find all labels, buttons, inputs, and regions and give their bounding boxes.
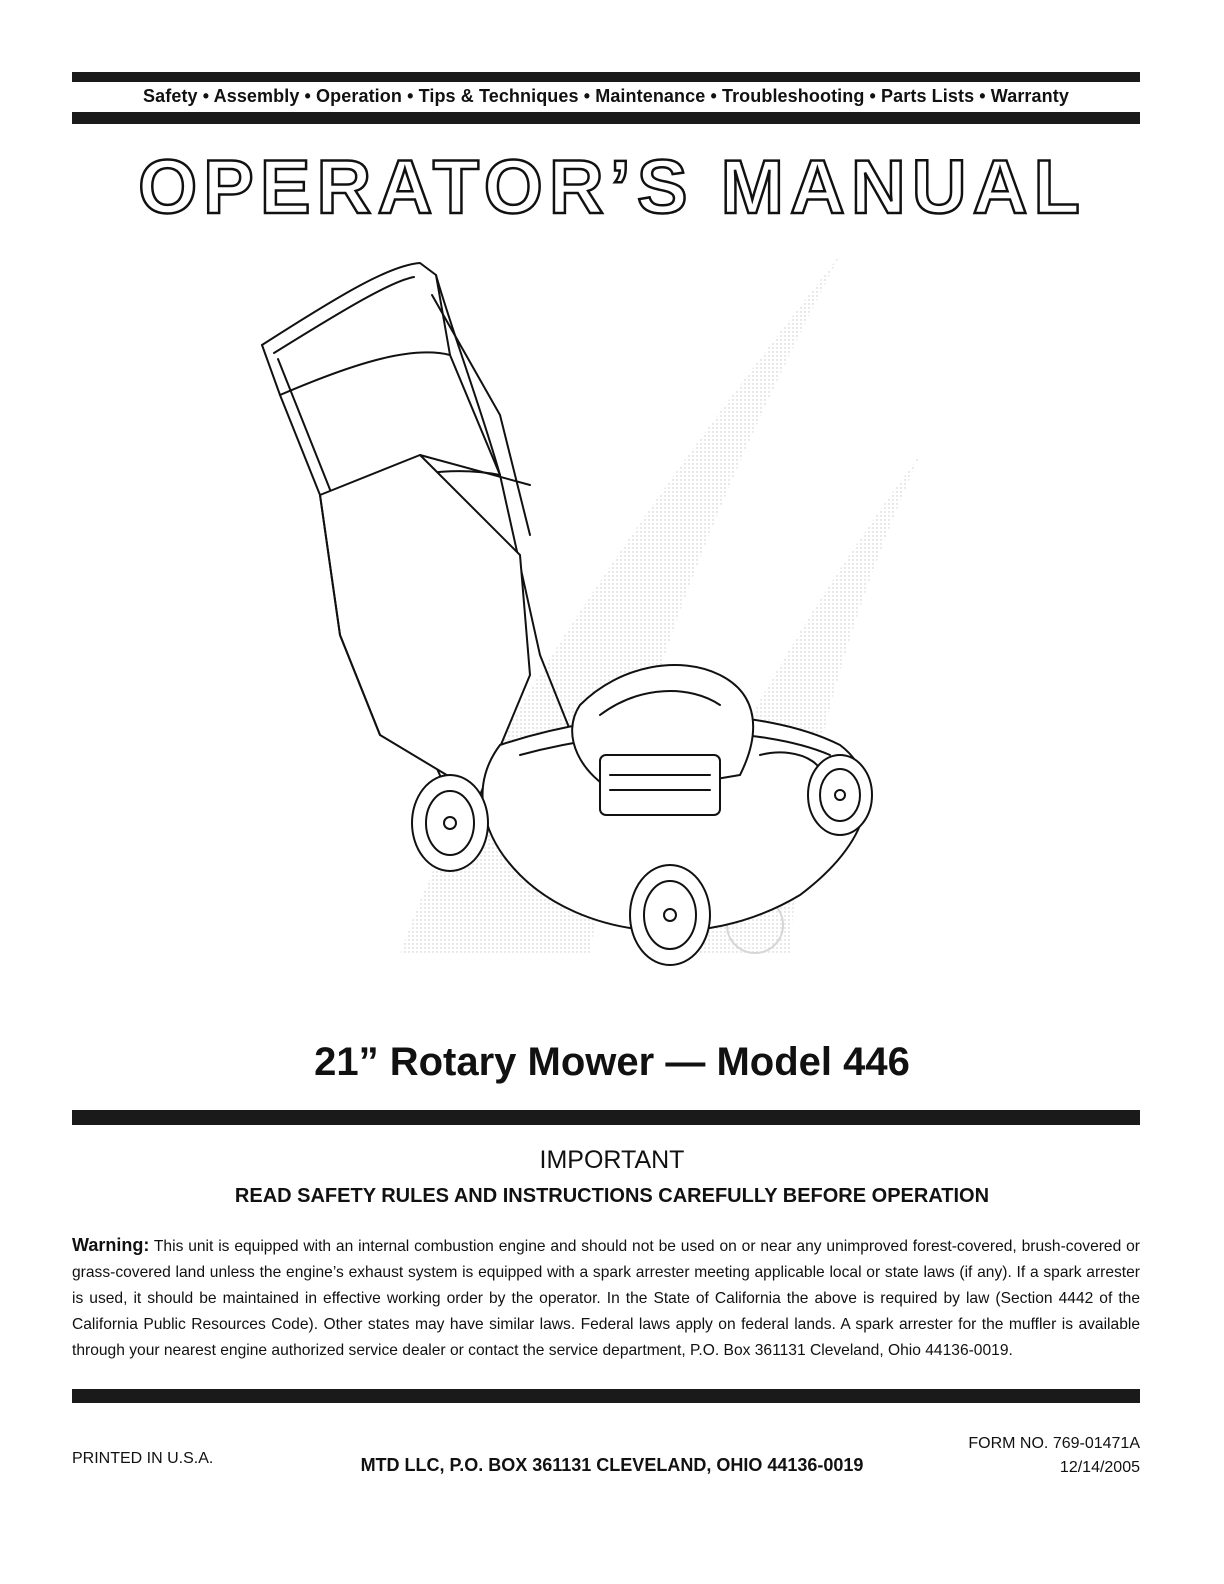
lawn-mower-illustration (200, 235, 1020, 1015)
form-date: 12/14/2005 (1059, 1459, 1140, 1476)
divider-bottom (72, 1389, 1140, 1403)
form-info (968, 1432, 1140, 1480)
rear-left-wheel (412, 775, 488, 871)
top-rule-lower (72, 112, 1140, 124)
form-number: FORM NO. 769-01471A (968, 1435, 1140, 1452)
divider-middle (72, 1110, 1140, 1125)
page-title: OPERATOR’S MANUAL (138, 145, 1086, 230)
front-right-wheel (808, 755, 872, 835)
printed-in-usa: PRINTED IN U.S.A. (72, 1450, 214, 1467)
warning-label: Warning: (72, 1235, 150, 1255)
model-heading: 21” Rotary Mower — Model 446 (314, 1040, 910, 1084)
front-left-wheel (630, 865, 710, 965)
section-nav-text: Safety • Assembly • Operation • Tips & Techniques • Maintenance • Troubleshooting • Parts Lists • Warranty (143, 86, 1069, 106)
warning-paragraph (72, 1232, 1140, 1364)
company-address: MTD LLC, P.O. BOX 361131 CLEVELAND, OHIO 44136-0019 (360, 1455, 864, 1475)
warning-text: This unit is equipped with an internal combustion engine and should not be used on or near any unimproved forest-covered, brush-covered or grass-covered land unless the engine’s exhaust system is equipped with a spark arrester meeting applicable local or state laws (if any). If a spark arrester is used, it should be maintained in effective working order by the operator. In the State of California the above is required by law (Section 4442 of the California Public Resources Code). Other states may have similar laws. Federal laws apply on federal lands. A spark arrester for the muffler is available through your nearest engine authorized service dealer or contact the service department, P.O. Box 361131 Cleveland, Ohio 44136-0019. (72, 1238, 1140, 1359)
read-safety-subheading: READ SAFETY RULES AND INSTRUCTIONS CAREFULLY BEFORE OPERATION (234, 1185, 990, 1207)
important-heading: IMPORTANT (539, 1146, 685, 1174)
top-rule-upper (72, 72, 1140, 82)
